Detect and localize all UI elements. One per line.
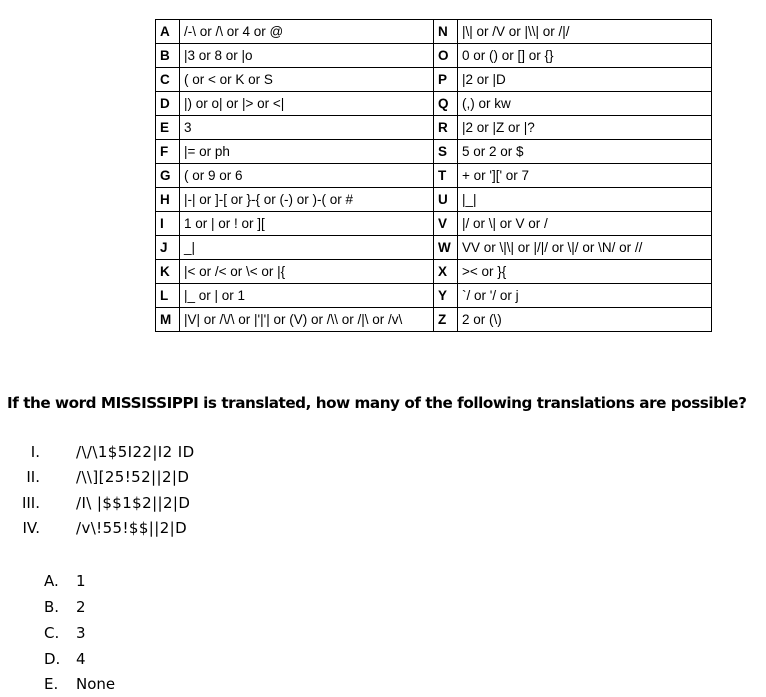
cipher-cell: |2 or |Z or |?: [458, 116, 712, 140]
cipher-cell: 0 or () or [] or {}: [458, 44, 712, 68]
roman-numeral: I.: [30, 443, 40, 461]
table-row: [156, 20, 712, 44]
option-letter: D.: [44, 650, 61, 668]
table-row: [156, 236, 712, 260]
letter-cell: L: [156, 284, 180, 308]
table-row: [156, 68, 712, 92]
cipher-cell: >< or }{: [458, 260, 712, 284]
letter-cell: N: [434, 20, 458, 44]
letter-cell: I: [156, 212, 180, 236]
option-value: None: [76, 675, 116, 693]
cipher-cell: |2 or |D: [458, 68, 712, 92]
cipher-table-body: [156, 20, 712, 332]
cipher-cell: |= or ph: [180, 140, 434, 164]
option-value: 1: [76, 572, 86, 590]
letter-cell: Z: [434, 308, 458, 332]
letter-cell: M: [156, 308, 180, 332]
letter-cell: Q: [434, 92, 458, 116]
letter-cell: Y: [434, 284, 458, 308]
letter-cell: O: [434, 44, 458, 68]
cipher-cell: (,) or kw: [458, 92, 712, 116]
table-row: [156, 116, 712, 140]
table-row: [156, 188, 712, 212]
table-row: [156, 164, 712, 188]
translation-text: /v\!55!$$||2|D: [76, 519, 188, 537]
cipher-cell: |\| or /V or |\\| or /|/: [458, 20, 712, 44]
cipher-cell: + or '][' or 7: [458, 164, 712, 188]
option-letter: C.: [44, 624, 60, 642]
cipher-cell: `/ or '/ or j: [458, 284, 712, 308]
letter-cell: U: [434, 188, 458, 212]
cipher-cell: ( or 9 or 6: [180, 164, 434, 188]
translation-text: /\/\1$5I22|I2 ID: [76, 443, 195, 461]
table-row: [156, 260, 712, 284]
letter-cell: K: [156, 260, 180, 284]
letter-cell: B: [156, 44, 180, 68]
letter-cell: V: [434, 212, 458, 236]
roman-numeral: IV.: [22, 519, 40, 537]
cipher-cell: |_|: [458, 188, 712, 212]
letter-cell: F: [156, 140, 180, 164]
letter-cell: E: [156, 116, 180, 140]
cipher-cell: |3 or 8 or |o: [180, 44, 434, 68]
cipher-cell: |-| or ]-[ or }-{ or (-) or )-( or #: [180, 188, 434, 212]
letter-cell: A: [156, 20, 180, 44]
option-value: 3: [76, 624, 86, 642]
letter-cell: P: [434, 68, 458, 92]
table-row: [156, 92, 712, 116]
letter-cell: W: [434, 236, 458, 260]
cipher-cell: |/ or \| or V or /: [458, 212, 712, 236]
option-letter: A.: [44, 572, 59, 590]
table-row: [156, 140, 712, 164]
letter-cell: R: [434, 116, 458, 140]
question-text: If the word MISSISSIPPI is translated, how many of the following translations are possible?: [7, 394, 747, 412]
letter-cell: G: [156, 164, 180, 188]
cipher-cell: |V| or /\/\ or |'|'| or (V) or /\\ or /|\ or /v\: [180, 308, 434, 332]
translation-text: /I\ |$$1$2||2|D: [76, 494, 191, 512]
roman-numeral: II.: [26, 468, 40, 486]
letter-cell: T: [434, 164, 458, 188]
letter-cell: S: [434, 140, 458, 164]
letter-cell: X: [434, 260, 458, 284]
letter-cell: C: [156, 68, 180, 92]
table-row: [156, 212, 712, 236]
cipher-cell: ( or < or K or S: [180, 68, 434, 92]
letter-cell: D: [156, 92, 180, 116]
letter-cell: J: [156, 236, 180, 260]
roman-numeral: III.: [21, 494, 40, 512]
table-row: [156, 44, 712, 68]
cipher-cell: 1 or | or ! or ][: [180, 212, 434, 236]
letter-cell: H: [156, 188, 180, 212]
cipher-cell: 2 or (\): [458, 308, 712, 332]
option-value: 4: [76, 650, 86, 668]
cipher-cell: VV or \|\| or |/|/ or \|/ or \N/ or //: [458, 236, 712, 260]
table-row: [156, 284, 712, 308]
option-value: 2: [76, 598, 86, 616]
option-letter: B.: [44, 598, 60, 616]
cipher-cell: _|: [180, 236, 434, 260]
leet-cipher-table: [155, 19, 712, 332]
cipher-cell: 5 or 2 or $: [458, 140, 712, 164]
translation-text: /\\][25!52||2|D: [76, 468, 190, 486]
cipher-cell: 3: [180, 116, 434, 140]
cipher-cell: |) or o| or |> or <|: [180, 92, 434, 116]
cipher-cell: /-\ or /\ or 4 or @: [180, 20, 434, 44]
option-letter: E.: [44, 675, 59, 693]
cipher-cell: |< or /< or \< or |{: [180, 260, 434, 284]
table-row: [156, 308, 712, 332]
cipher-cell: |_ or | or 1: [180, 284, 434, 308]
